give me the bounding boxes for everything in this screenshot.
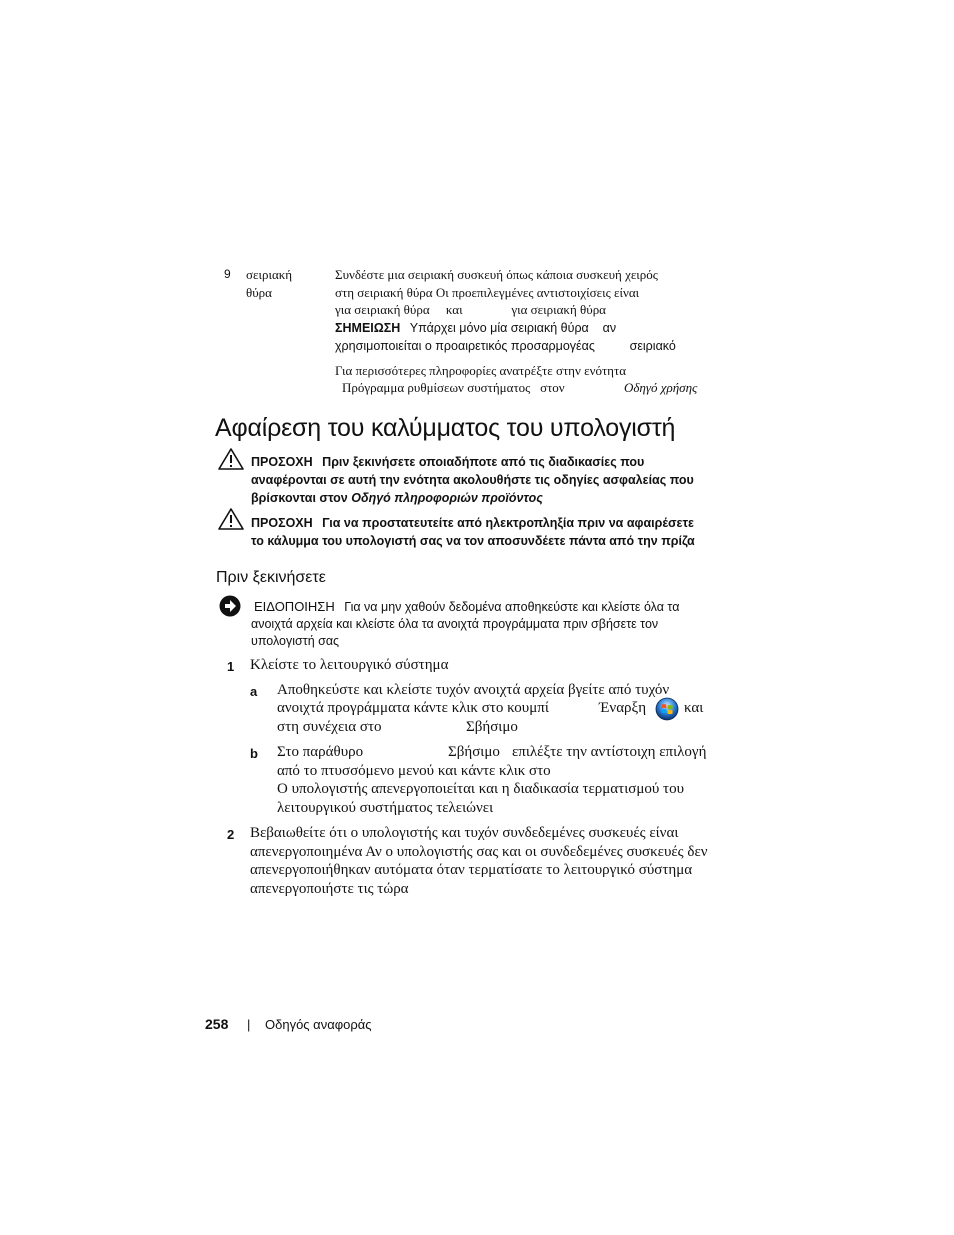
step-2-line2: απενεργοποιημένα Αν ο υπολογιστής σας και οι συνδεδεμένες συσκευές δεν [250, 844, 708, 860]
substep-b-line2: από το πτυσσόμενο μενού και κάντε κλικ στο [277, 763, 551, 779]
warning-triangle-icon [218, 508, 244, 530]
step-2-line3: απενεργοποιήθηκαν αυτόματα όταν τερματίσατε το λειτουργικό σύστημα [250, 862, 693, 878]
table-row-label-line1: σειριακή [246, 267, 293, 282]
step-2-number: 2 [227, 827, 235, 842]
notice-text1: Για να μην χαθούν δεδομένα αποθηκεύστε και κλείστε όλα τα [344, 600, 680, 614]
section-title: Αφαίρεση του καλύμματος του υπολογιστή [215, 414, 676, 442]
table-row-more-line1: Για περισσότερες πληροφορίες ανατρέξτε στην ενότητα [335, 363, 627, 378]
table-row-number: 9 [224, 267, 231, 281]
caution-1-line3 [251, 491, 543, 505]
note-line1: Υπάρχει μόνο μία σειριακή θύρα αν [409, 321, 617, 335]
caution-1-guide: Οδηγό πληροφοριών προϊόντος [351, 491, 543, 505]
notice-line3: υπολογιστή σας [251, 634, 340, 648]
table-row-label-line2: θύρα [246, 285, 272, 300]
step-2-line4: απενεργοποιήστε τις τώρα [250, 881, 409, 897]
caution-2-line2: το κάλυμμα του υπολογιστή σας να τον αποσυνδέετε πάντα από την πρίζα [251, 534, 695, 548]
substep-b-line1c: επιλέξτε την αντίστοιχη επιλογή [512, 744, 707, 760]
notice-line2: ανοιχτά αρχεία και κλείστε όλα τα ανοιχτά προγράμματα πριν σβήσετε τον [251, 617, 659, 631]
substep-b-letter: b [250, 746, 258, 761]
step-2-line1: Βεβαιωθείτε ότι ο υπολογιστής και τυχόν συνδεδεμένες συσκευές είναι [250, 825, 679, 841]
caution-1-label: ΠΡΟΣΟΧΗ [251, 455, 313, 469]
windows-start-orb-icon [655, 697, 679, 721]
notice-line1 [254, 599, 679, 614]
caution-1-line1 [251, 455, 644, 469]
footer-book-title: Οδηγός αναφοράς [265, 1017, 372, 1032]
substep-a-line2: ανοιχτά προγράμματα κάντε κλικ στο κουμπί [277, 700, 549, 716]
caution-1-text1: Πριν ξεκινήσετε οποιαδήποτε από τις διαδικασίες που [322, 455, 645, 469]
substep-a-letter: a [250, 684, 258, 699]
page-number: 258 [205, 1016, 229, 1032]
step-1-number: 1 [227, 659, 235, 674]
table-row-desc-line1: Συνδέστε μια σειριακή συσκευή όπως κάποια συσκευή χειρός [335, 267, 658, 282]
caution-2-label: ΠΡΟΣΟΧΗ [251, 516, 313, 530]
caution-2-text1: Για να προστατευτείτε από ηλεκτροπληξία πριν να αφαιρέσετε [322, 516, 694, 530]
footer-separator: | [247, 1017, 251, 1032]
note-label: ΣΗΜΕΙΩΣΗ [335, 321, 401, 335]
substep-a-line3: στη συνέχεια στο [277, 719, 382, 735]
step-1-text: Κλείστε το λειτουργικό σύστημα [250, 657, 449, 673]
start-label: Έναρξη [599, 700, 647, 716]
substep-b-shutdown: Σβήσιμο [448, 744, 500, 760]
note-line2: χρησιμοποιείται ο προαιρετικός προσαρμογέας σειριακό [335, 339, 676, 353]
substep-b-line1a: Στο παράθυρο [277, 744, 364, 760]
table-row-note [335, 321, 616, 335]
substep-a-and: και [684, 700, 704, 716]
table-row-more-guide: Οδηγό χρήσης [624, 380, 698, 395]
caution-1-line2: αναφέρονται σε αυτή την ενότητα ακολουθήστε τις οδηγίες ασφαλείας που [251, 473, 694, 487]
subheading: Πριν ξεκινήσετε [216, 569, 326, 586]
notice-label: ΕΙΔΟΠΟΙΗΣΗ [254, 599, 335, 614]
substep-b-line4: λειτουργικού συστήματος τελειώνει [277, 800, 494, 816]
notice-arrow-icon [219, 595, 241, 617]
shutdown-label: Σβήσιμο [466, 719, 518, 735]
table-row-desc-line2: στη σειριακή θύρα Οι προεπιλεγμένες αντιστοιχίσεις είναι [335, 285, 640, 300]
warning-triangle-icon [218, 448, 244, 470]
substep-a-line1: Αποθηκεύστε και κλείστε τυχόν ανοιχτά αρχεία βγείτε από τυχόν [277, 682, 670, 698]
substep-b-line3: Ο υπολογιστής απενεργοποιείται και η διαδικασία τερματισμού του [277, 781, 684, 797]
caution-2-line1 [251, 516, 694, 530]
table-row-desc-line3: για σειριακή θύρα και για σειριακή θύρα [335, 302, 606, 317]
caution-1-text3: βρίσκονται στον [251, 491, 352, 505]
table-row-more-line2: Πρόγραμμα ρυθμίσεων συστήματος στον [342, 380, 565, 395]
